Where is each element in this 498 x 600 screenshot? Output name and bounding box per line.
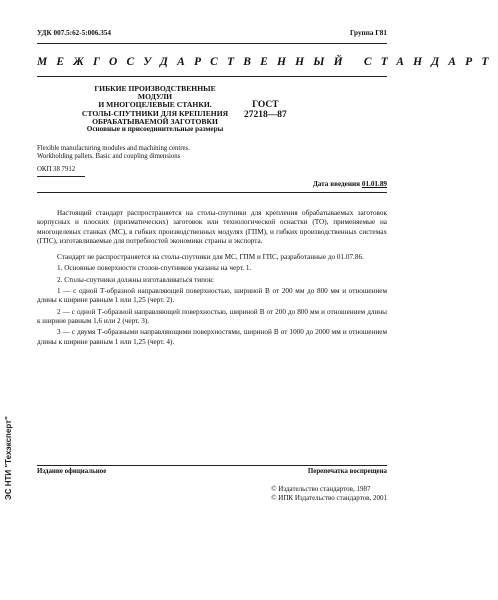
banner-rule bbox=[37, 76, 387, 77]
vertical-watermark: ЭС НТИ "Техэксперт" bbox=[4, 416, 13, 500]
gost-label: ГОСТ bbox=[252, 100, 279, 110]
okp-rule bbox=[37, 176, 85, 177]
title-line: СТОЛЫ-СПУТНИКИ ДЛЯ КРЕПЛЕНИЯ bbox=[81, 108, 229, 118]
copyright-line: © ИПК Издательство стандартов, 2001 bbox=[271, 494, 387, 502]
english-title-line: Flexible manufacturing modules and machining centres. bbox=[37, 145, 190, 152]
introduction-date-value: 01.01.89 bbox=[361, 180, 387, 188]
body-paragraph: 1. Основные поверхности столов-спутников указаны на черт. 1. bbox=[57, 264, 252, 273]
top-rule bbox=[37, 43, 387, 44]
group-code: Группа Г81 bbox=[349, 29, 387, 37]
okp-code: ОКП 38 7912 bbox=[37, 166, 76, 173]
body-paragraph: 1 — с одной Т-образной направляющей поверхностью, шириной B от 200 мм до 800 мм и отношением длины к ширине равным 1 или 1,25 (черт. 2). bbox=[37, 287, 387, 305]
title-line: ГИБКИЕ ПРОИЗВОДСТВЕННЫЕ МОДУЛИ bbox=[94, 84, 216, 102]
copyright-line: © Издательство стандартов, 1987 bbox=[271, 485, 371, 493]
reprint-prohibited-label: Перепечатка воспрещена bbox=[307, 468, 387, 475]
body-paragraph: Стандарт не распространяется на столы-спутники для МС, ГПМ и ГПС, разработанные до 01.07.86. bbox=[57, 253, 364, 262]
english-title-line: Workholding pallets. Basic and coupling dimensions bbox=[37, 153, 181, 161]
gost-number: 27218—87 bbox=[244, 110, 287, 120]
introduction-date-label: Дата введения bbox=[312, 180, 361, 188]
udk-code: УДК 007.5:62-5:006.354 bbox=[37, 29, 111, 37]
date-rule bbox=[37, 192, 387, 193]
standard-banner: МЕЖГОСУДАРСТВЕННЫЙ СТАНДАРТ bbox=[37, 56, 498, 68]
official-edition-label: Издание официальное bbox=[37, 468, 107, 475]
body-paragraph: Настоящий стандарт распространяется на столы-спутники для крепления обрабатываемых заготовок корпусных и плоских (призматических) заготовок или технологической оснастки (ТО), применяемые на многоцелевых станках (МС), в гибких производственных модулях (ГПМ), и гибких производственных системах (ГПС), изготавливаемые для потребностей экономики страны и экспорта. bbox=[37, 209, 387, 245]
body-paragraph: 2. Столы-спутники должны изготавливаться типов: bbox=[57, 275, 214, 284]
english-title bbox=[37, 145, 317, 161]
gost-designation bbox=[244, 100, 287, 120]
document-title bbox=[80, 85, 230, 126]
body-paragraph: 2 — с одной Т-образной направляющей поверхностью, шириной B от 200 до 800 мм и отношением длины к ширине равным 1,6 или 2 (черт. 3). bbox=[37, 307, 387, 325]
title-line: ОБРАБАТЫВАЕМОЙ ЗАГОТОВКИ bbox=[92, 116, 218, 126]
body-text bbox=[37, 209, 387, 349]
title-line: И МНОГОЦЕЛЕВЫЕ СТАНКИ. bbox=[98, 100, 212, 110]
copyright-block bbox=[271, 485, 387, 503]
footer-rule bbox=[37, 465, 387, 466]
document-subtitle: Основные и присоединительные размеры bbox=[86, 125, 224, 133]
body-paragraph: 3 — с двумя Т-образными направляющими поверхностями, шириной B от 1000 до 2000 мм и отношением длины к ширине равным 1 или 1,25 (черт. 4). bbox=[37, 328, 387, 346]
introduction-date bbox=[313, 180, 387, 188]
